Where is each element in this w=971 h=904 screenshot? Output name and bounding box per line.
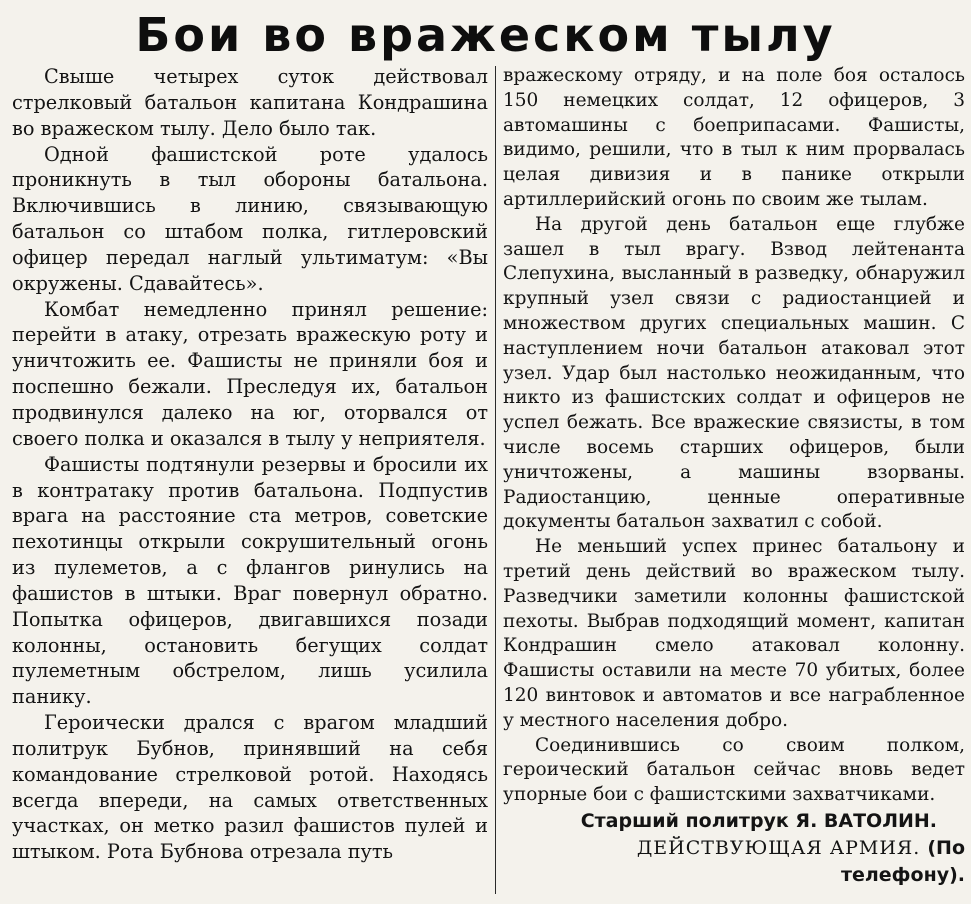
paragraph: Одной фашистской роте удалось проникнуть в тыл обороны батальона. Включившись в линию, связывающую батальон со штабом полка, гитлеровский офицер передал наглый ультиматум: «Вы окружены. Сдавайтесь». <box>12 142 488 295</box>
paragraph-continuation: вражескому отряду, и на поле боя осталось 150 немецких солдат, 12 офицеров, 3 автомашины с боеприпасами. Фашисты, видимо, решили, что в тыл к ним прорвалась целая дивизия и в панике открыли артиллерийский огонь по своим же тылам. <box>503 65 965 210</box>
dateline-place: ДЕЙСТВУЮЩАЯ АРМИЯ. <box>636 836 921 859</box>
paragraph: Фашисты подтянули резервы и бросили их в контратаку против батальона. Подпустив врага на расстояние ста метров, советские пехотинцы открыли сокрушительный огонь из пулеметов, а с флангов ринулись на фашистов в штыки. Враг повернул обратно. Попытка офицеров, двигавшихся позади колонны, остановить бегущих солдат пулеметным обстрелом, лишь усилила панику. <box>12 452 488 709</box>
paragraph: Соединившись со своим полком, героический батальон сейчас вновь ведет упорные бои с фашистскими захватчиками. <box>503 734 965 806</box>
right-column <box>503 64 965 889</box>
paragraph: Героически дрался с врагом младший политрук Бубнов, принявший на себя командование стрелковой ротой. Находясь всегда впереди, на самых ответственных участках, он метко разил фашистов пулей и штыком. Рота Бубнова отрезала путь <box>12 711 488 864</box>
left-column <box>12 64 488 865</box>
column-divider <box>495 66 496 894</box>
dateline <box>503 835 965 889</box>
dateline-source: (По телефону). <box>840 836 965 886</box>
author-signature: Старший политрук Я. ВАТОЛИН. <box>580 809 937 832</box>
paragraph: На другой день батальон еще глубже зашел в тыл врагу. Взвод лейтенанта Слепухина, высланный в разведку, обнаружил крупный узел связи с радиостанцией и множеством других специальных машин. С наступлением ночи батальон атаковал этот узел. Удар был настолько неожиданным, что никто из фашистских солдат и офицеров не успел бежать. Все вражеские связисты, в том числе восемь старших офицеров, были уничтожены, а машины взорваны. Радиостанцию, ценные оперативные документы батальон захватил с собой. <box>503 213 965 533</box>
paragraph: Свыше четырех суток действовал стрелковый батальон капитана Кондрашина во вражеском тылу. Дело было так. <box>12 65 488 140</box>
article-headline: Бои во вражеском тылу <box>135 8 836 62</box>
paragraph: Не меньший успех принес батальону и третий день действий во вражеском тылу. Разведчики заметили колонны фашистской пехоты. Выбрав подходящий момент, капитан Кондрашин смело атаковал колонну. Фашисты оставили на месте 70 убитых, более 120 винтовок и автоматов и все награбленное у местного населения добро. <box>503 536 965 731</box>
paragraph: Комбат немедленно принял решение: перейти в атаку, отрезать вражескую роту и уничтожить ее. Фашисты не приняли боя и поспешно бежали. Преследуя их, батальон продвинулся далеко на юг, оторвался от своего полка и оказался в тылу у неприятеля. <box>12 297 488 450</box>
